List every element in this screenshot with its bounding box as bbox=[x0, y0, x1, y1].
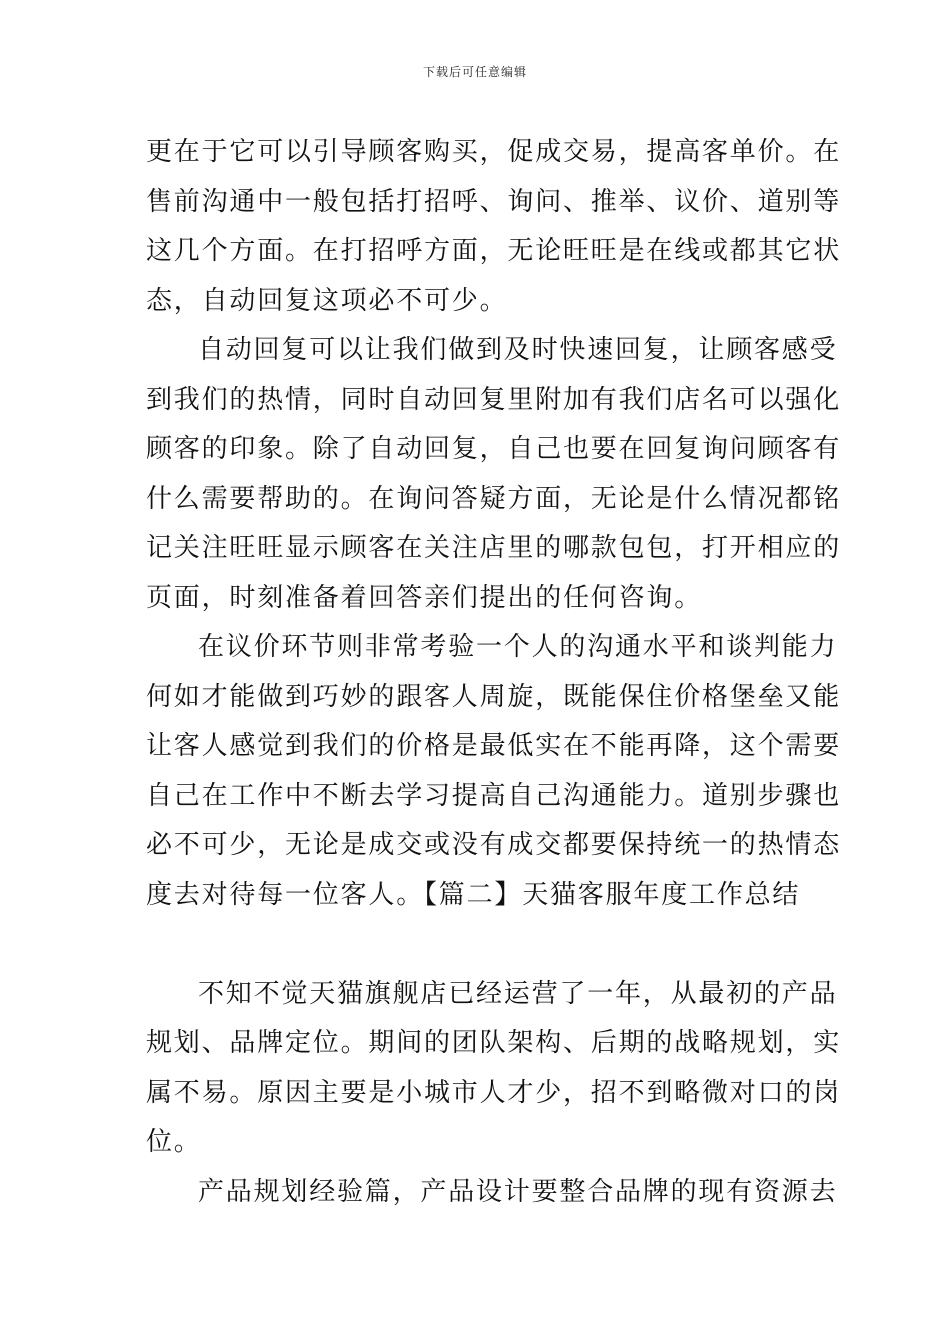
text-line: 态，自动回复这项必不可少。 bbox=[146, 285, 508, 316]
text-line: 何如才能做到巧妙的跟客人周旋，既能保住价格堡垒又能 bbox=[146, 681, 842, 712]
text-line: 到我们的热情，同时自动回复里附加有我们店名可以强化 bbox=[146, 384, 842, 415]
text-line: 必不可少，无论是成交或没有成交都要保持统一的热情态 bbox=[146, 830, 842, 860]
text-line: 这几个方面。在打招呼方面，无论旺旺是在线或都其它状 bbox=[146, 236, 842, 266]
text-line: 位。 bbox=[146, 1127, 202, 1157]
text-line: 属不易。原因主要是小城市人才少，招不到略微对口的岗 bbox=[146, 1077, 842, 1108]
text-line: 顾客的印象。除了自动回复，自己也要在回复询问顾客有 bbox=[146, 434, 842, 464]
paragraph-first-line: 产品规划经验篇，产品设计要整合品牌的现有资源去 bbox=[198, 1176, 838, 1207]
text-line: 规划、品牌定位。期间的团队架构、后期的战略规划，实 bbox=[146, 1028, 842, 1058]
text-line: 售前沟通中一般包括打招呼、询问、推举、议价、道别等 bbox=[146, 186, 842, 217]
paragraph-first-line: 自动回复可以让我们做到及时快速回复，让顾客感受 bbox=[198, 335, 838, 365]
text-line: 什么需要帮助的。在询问答疑方面，无论是什么情况都铭 bbox=[146, 483, 842, 514]
page-header: 下载后可任意编辑 bbox=[422, 65, 527, 79]
text-line: 自己在工作中不断去学习提高自己沟通能力。道别步骤也 bbox=[146, 780, 842, 811]
paragraph-first-line: 不知不觉天猫旗舰店已经运营了一年，从最初的产品 bbox=[198, 978, 838, 1009]
document-body bbox=[146, 128, 842, 1217]
blank-line bbox=[146, 920, 806, 970]
text-line: 让客人感觉到我们的价格是最低实在不能再降，这个需要 bbox=[146, 731, 842, 761]
text-line: 更在于它可以引导顾客购买，促成交易，提高客单价。在 bbox=[146, 137, 842, 167]
paragraph-first-line: 在议价环节则非常考验一个人的沟通水平和谈判能力 bbox=[198, 632, 838, 662]
text-line: 度去对待每一位客人。【篇二】天猫客服年度工作总结 bbox=[146, 879, 801, 910]
text-line: 记关注旺旺显示顾客在关注店里的哪款包包，打开相应的 bbox=[146, 533, 842, 563]
text-line: 页面，时刻准备着回答亲们提出的任何咨询。 bbox=[146, 582, 703, 613]
